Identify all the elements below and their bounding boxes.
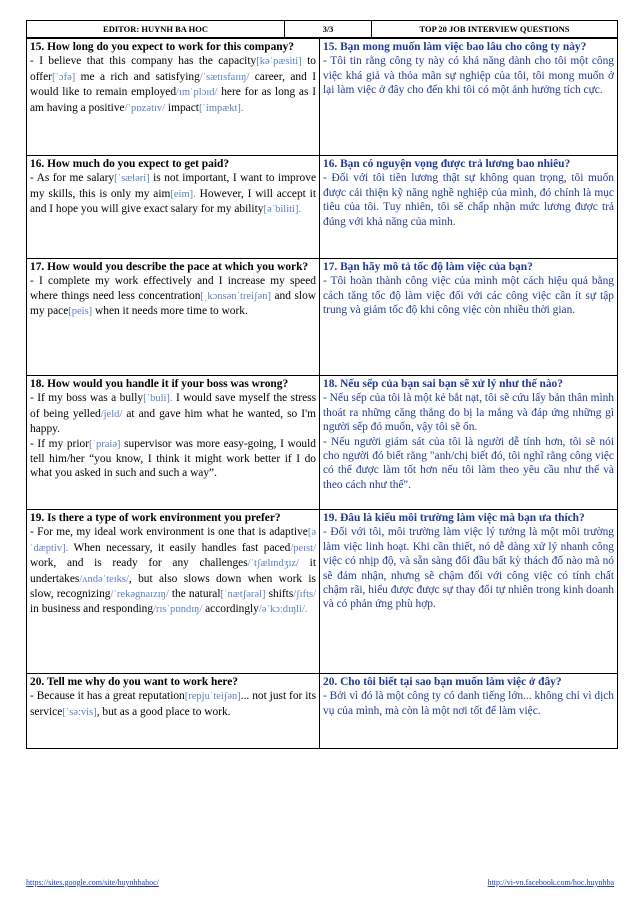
answer-text: when it needs more time to work. — [92, 305, 248, 318]
ipa-transcription: /ˈpɒzətɪv/ — [124, 102, 166, 114]
answer-text: work, and is ready for any challenges — [30, 557, 248, 570]
vietnamese-cell — [320, 39, 618, 156]
ipa-transcription: [ˈnætʃərəl] — [220, 589, 266, 601]
ipa-transcription: [əˈbiliti]. — [263, 204, 302, 216]
ipa-transcription: /jeld/ — [100, 408, 123, 420]
answer-text: it undertakes — [30, 557, 316, 585]
answer-text: ... not just for its service — [30, 690, 316, 718]
english-cell — [27, 674, 320, 749]
answer-text: - I complete my work effectively and I increase my speed where things need less concentration — [30, 275, 316, 302]
answer-text: - For me, my ideal work environment is one that is adaptive — [30, 526, 308, 539]
ipa-transcription: [ˈɔfə] — [51, 71, 76, 83]
english-answer — [30, 689, 316, 720]
ipa-transcription: /əˈkɔːdɪŋli/. — [258, 604, 308, 616]
table-row — [27, 376, 618, 510]
ipa-transcription: [peis] — [68, 306, 93, 318]
english-question: 20. Tell me why do you want to work here? — [30, 676, 238, 688]
ipa-transcription: [ˈsæləri] — [114, 173, 150, 185]
vietnamese-answer: - Tôi tin rằng công ty này có khả năng dành cho tôi một công việc khá giả và thỏa mãn sự nghiệp của tôi, tôi mong muốn ở lại làm việc ở đây cho đến khi tôi có một ảnh hưởng tích cực. — [323, 55, 614, 97]
english-question: 15. How long do you expect to work for this company? — [30, 41, 294, 53]
vietnamese-question: 19. Đâu là kiểu môi trường làm việc mà bạn ưa thích? — [323, 512, 585, 524]
answer-text: I would save myself the stress of being yelled — [30, 392, 316, 420]
ipa-transcription: [əˈdæptiv]. — [30, 527, 316, 554]
ipa-transcription: [kəˈpæsiti] — [256, 56, 302, 68]
english-question: 18. How would you handle it if your boss was wrong? — [30, 378, 289, 390]
ipa-transcription: [ˈpraiə] — [89, 438, 121, 450]
english-cell — [27, 510, 320, 674]
answer-text: accordingly — [202, 603, 259, 616]
vietnamese-question: 16. Bạn có nguyện vọng được trả lương bao nhiêu? — [323, 158, 571, 170]
answer-text: impact — [165, 101, 199, 114]
vietnamese-cell — [320, 376, 618, 510]
ipa-transcription: /ɪmˈplɔɪd/ — [176, 87, 218, 99]
answer-text: here for as long as I am having a positive — [30, 86, 316, 114]
ipa-transcription: /peɪst/ — [290, 542, 316, 554]
vietnamese-answer: - Đối với tôi tiền lương thật sự không quan trọng, tôi muốn được cải thiện kỹ năng nghề nghiệp của mình, đó chính là mục tiêu của tôi. Tuy nhiên, tôi sẽ chấp nhận mức lương được trả đúng với khả năng của mình. — [323, 172, 614, 228]
vietnamese-answer: - Đối với tôi, môi trường làm việc lý tưởng là một môi trường làm việc linh hoạt. Khi cần thiết, nó dễ dàng xử lý nhanh công việc có nhịp độ, và sẵn sàng đối đầu bất kỳ thách đố nào mà nó sẽ đảm nhận, nhưng sẽ chậm đối với công việc có tính chất chậm rãi, hiểu được được sự thay đổi tự nhiên trong kinh doanh và có phản ứng phù hợp. — [323, 526, 614, 611]
table-row — [27, 510, 618, 674]
english-cell — [27, 156, 320, 259]
english-question: 19. Is there a type of work environment you prefer? — [30, 512, 281, 524]
answer-text: me a rich and satisfying — [75, 70, 200, 83]
answer-text: the natural — [168, 588, 221, 601]
answer-text: When necessary, it easily handles fast paced — [68, 541, 291, 554]
ipa-transcription: [eim]. — [170, 188, 196, 200]
footer-link-website[interactable]: https://sites.google.com/site/huynhbahoc/ — [26, 878, 159, 887]
vietnamese-question: 15. Bạn mong muốn làm việc bao lâu cho công ty này? — [323, 41, 587, 53]
answer-text: and slow my pace — [30, 289, 316, 318]
header-title: TOP 20 JOB INTERVIEW QUESTIONS — [419, 24, 570, 34]
english-answer — [30, 54, 316, 116]
english-question: 16. How much do you expect to get paid? — [30, 158, 230, 170]
vietnamese-answer: - Nếu sếp của tôi là một kẻ bắt nạt, tôi sẽ cứu lấy bản thân mình thoát ra những căng thẳng do bị la mắng và đáp ứng những gì người sếp đó muốn, vậy tôi sẽ ổn. — [323, 392, 614, 434]
english-answer — [30, 274, 316, 319]
ipa-transcription: /rɪsˈpɒndɪŋ/ — [153, 604, 203, 616]
table-row — [27, 39, 618, 156]
ipa-transcription: [repjuˈteiʃən] — [184, 691, 241, 703]
answer-text: - Because it has a great reputation — [30, 690, 185, 703]
ipa-transcription: /ˈrekəgnaɪzɪŋ/ — [110, 589, 169, 601]
english-cell — [27, 259, 320, 376]
answer-text: shifts — [265, 588, 294, 601]
answer-text: to offer — [30, 55, 316, 83]
ipa-transcription: [ˈsə:vis] — [62, 706, 97, 718]
vietnamese-cell — [320, 510, 618, 674]
vietnamese-cell — [320, 674, 618, 749]
english-answer — [30, 171, 316, 217]
table-row — [27, 674, 618, 749]
header-page-number: 3/3 — [285, 21, 372, 37]
ipa-transcription: [ˈbuli]. — [143, 393, 173, 405]
english-cell — [27, 376, 320, 510]
vietnamese-question: 17. Bạn hãy mô tả tốc độ làm việc của bạn? — [323, 261, 533, 273]
vietnamese-question: 18. Nếu sếp của bạn sai bạn sẽ xử lý như thế nào? — [323, 378, 563, 390]
ipa-transcription: /ʌndəˈteɪks/ — [79, 573, 129, 585]
answer-text: - I believe that this company has the capacity — [30, 55, 257, 68]
table-row — [27, 259, 618, 376]
english-answer — [30, 525, 316, 617]
vietnamese-question: 20. Cho tôi biết tại sao bạn muốn làm việc ở đây? — [323, 676, 562, 688]
vietnamese-cell — [320, 156, 618, 259]
ipa-transcription: /ʃɪfts/ — [293, 589, 316, 601]
answer-text: However, I will accept it and I hope you will give exact salary for my ability — [30, 187, 316, 216]
answer-text: supervisor was more easy-going, I would tell him/her “you know, I think it might work better if I do what you asked in such and such a way”. — [30, 437, 316, 480]
answer-text: in business and responding — [30, 603, 154, 616]
ipa-transcription: [ˌkɔnsənˈtreiʃən] — [200, 290, 271, 302]
ipa-transcription: [ˈimpækt]. — [198, 102, 244, 114]
vietnamese-answer: - Bởi vì đó là một công ty có danh tiếng lớn... không chỉ vì dịch vụ của mình, mà còn là một nơi tốt để làm việc. — [323, 690, 614, 717]
answer-text: at and gave him what he wanted, so I'm happy. — [30, 407, 316, 436]
ipa-transcription: /ˈsætɪsfaɪɪŋ/ — [199, 71, 250, 83]
footer-link-facebook[interactable]: http://vi-vn.facebook.com/hoc.huynhba — [487, 878, 614, 887]
answer-text: - As for me salary — [30, 172, 115, 185]
vietnamese-cell — [320, 259, 618, 376]
english-cell — [27, 39, 320, 156]
page-header — [26, 20, 618, 38]
answer-text: , but also slows down when work is slow, recognizing — [30, 572, 316, 601]
english-question: 17. How would you describe the pace at which you work? — [30, 261, 309, 273]
english-answer — [30, 391, 316, 480]
answer-text: - If my prior — [30, 437, 89, 450]
vietnamese-answer: - Nếu người giám sát của tôi là người dễ tính hơn, tôi sẽ nói cho người đó biết rằng "anh/chị biết đó, tôi nghĩ rằng công việc có thể được làm tốt hơn nếu tôi làm theo yêu cầu như thế và theo cách như thế". — [323, 435, 614, 491]
answer-text: , but as a good place to work. — [96, 705, 231, 718]
vietnamese-answer: - Tôi hoàn thành công việc của mình một cách hiệu quả bằng cách tăng tốc độ làm việc đối với các công việc cần ít sự tập trung và giảm tốc độ khi công việc còn nhiều thời gian. — [323, 275, 614, 317]
table-row — [27, 156, 618, 259]
answer-text: is not important, I want to improve my skills, this is only my aim — [30, 172, 316, 200]
qa-table — [26, 38, 618, 749]
answer-text: career, and I would like to remain employed — [30, 70, 316, 99]
ipa-transcription: /ˈtʃælɪndʒɪz/ — [247, 558, 299, 570]
answer-text: - If my boss was a bully — [30, 392, 144, 405]
header-editor: EDITOR: HUYNH BA HOC — [27, 21, 285, 37]
